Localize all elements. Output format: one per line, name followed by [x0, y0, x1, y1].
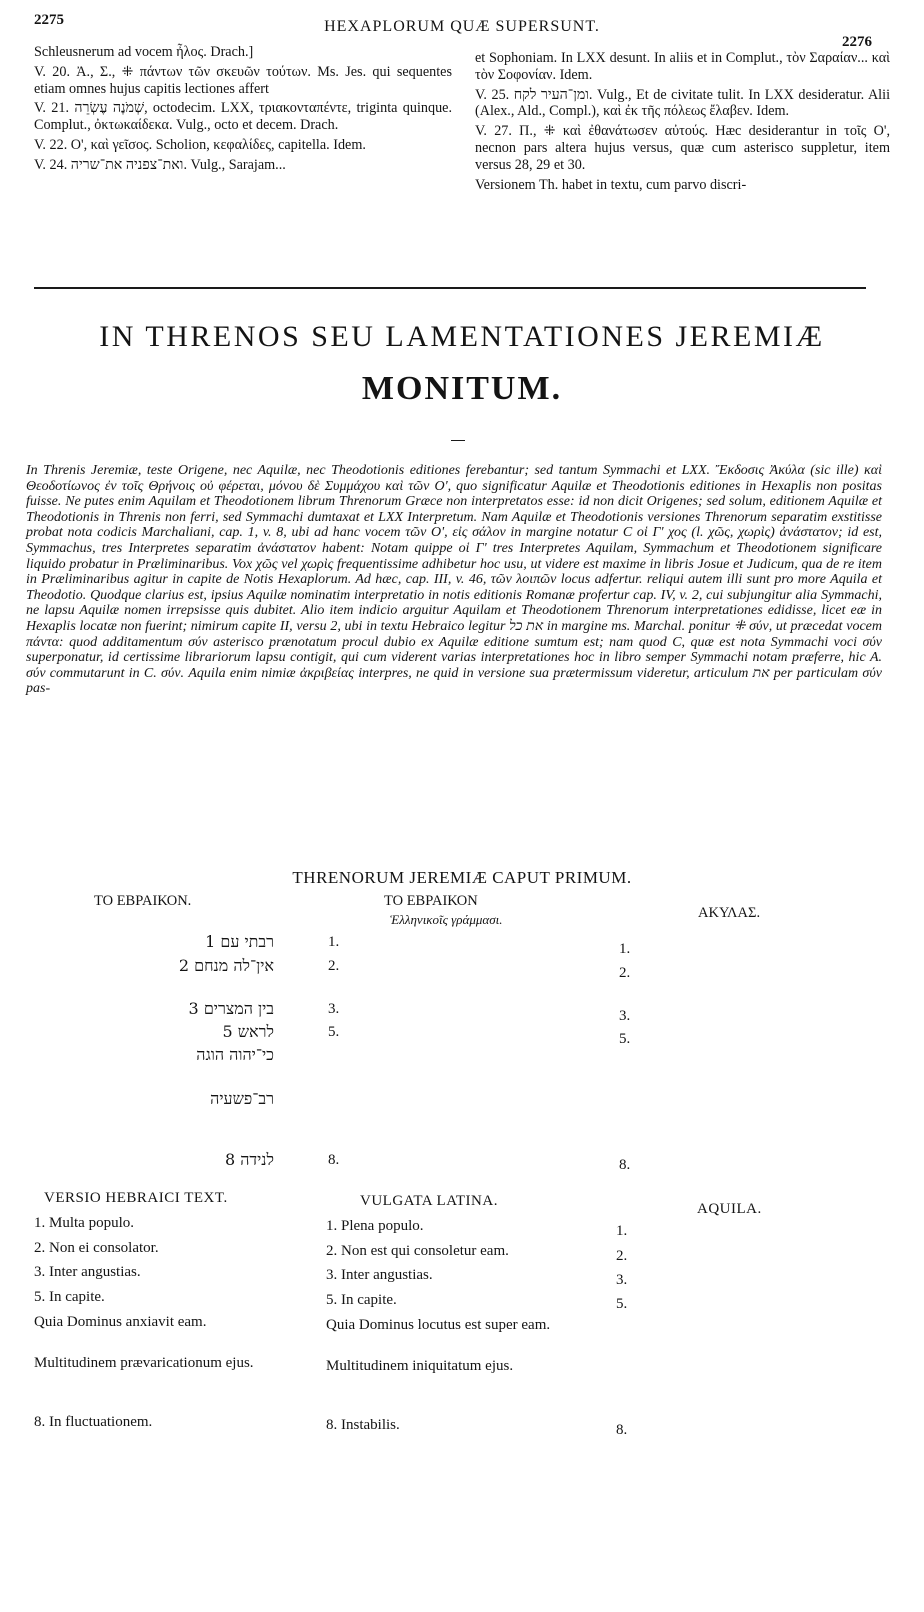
- page-number-right: 2276: [842, 34, 872, 50]
- versio-line: 3. Inter angustias.: [34, 1264, 141, 1280]
- verse-number: 1.: [616, 1223, 628, 1239]
- note-paragraph: Versionem Th. habet in textu, cum parvo discri-: [475, 176, 747, 193]
- verse-number: 3.: [619, 1008, 631, 1024]
- versio-line: Quia Dominus anxiavit eam.: [34, 1314, 207, 1330]
- notes-right-column: [475, 50, 890, 196]
- verse-number: 8.: [619, 1157, 631, 1173]
- verse-number: 5.: [616, 1296, 628, 1312]
- monitum-paragraph: In Threnis Jeremiæ, teste Origene, nec Aquilæ, nec Theodotionis editiones ferebantur; sed tantum Symmachi et LXX. Ἔκδοσις Ἀκύλα (sic ille) καὶ Θεοδοτίωνος ἐν τοῖς Θρήνοις οὐ φέρεται, μόνου δὲ Συμμάχου καὶ τῶν Ο', quo significatur Aquilæ et Theodotionis editiones in Hexaplis non positas fuisse. Ne putes enim Aquilam et Theodotionem librum Threnorum Græce non interpretatos esse: id non dicit Origenes; sed solum, editionem Aquilæ et Theodotionis in Threnis non ferri, sed Symmachi dumtaxat et LXX Interpretum. Nam Aquilæ et Theodotionis versiones Threnorum separatim exstitisse probat nota codicis Marchaliani, cap. 1, v. 8, ubi ad hanc vocem τῶν Ο', εἰς σάλον in margine notatur C οἱ Γ' χος (l. χῶς, χωρὶς) ἀνάστατον; id est, Symmachus, tres Interpretes separatim ἀνάστατον habent: Notam quippe οἱ Γ' tres Interpretes Aquilam, Symmachum et Theodotionem significare liquido probatur in Præliminaribus. Vox χῶς vel χωρὶς frequentissime adhibetur hoc usu, ut videre est maxime in libris Josue et Judicum, qua de re item in Præliminaribus agitur in capite de Notis Hexaplorum. Ad hæc, cap. III, v. 46, τῶν λοιπῶν locus adfertur. reliqui autem illi sunt pro more Aquila et Theodotio. Quodque clarius est, ipsius Aquilæ nominatim interpretatio in notis editionis Romanæ profertur cap. IV, v. 2, cui subjungitur alia Symmachi, ne lapsu Aquilæ nomen irrepsisse quis dubitet. Alio item indicio arguitur Aquilam et Theodotionem Threnorum interpretationes edidisse, licet eæ in Hexaplis locatæ non fuerint; nimirum capite II, versu 2, ubi in textu Hebraico legitur את כל in margine ms. Marchal. ponitur ⁜ σύν, ut præcedat vocem πάντα: quod additamentum σύν asterisco prænotatum procul dubio ex Aquilæ editione sumtum est; nam quod C, quæ est nota Symmachi voci σύν superponatur, id certissime librariorum lapsu contigit, qui cum viderent varias interpretationes hoc in libro semper Symmachi notam præferre, hic A. σύν commutarunt in C. σύν. Aquila enim nimiæ ἀκριβείας interpres, ne quid in versione sua prætermissum videretur, articulum את per particulam σύν pas-: [26, 463, 882, 697]
- verse-number: 3.: [616, 1272, 628, 1288]
- note-paragraph: Schleusnerum ad vocem ἦλος. Drach.]: [34, 44, 254, 60]
- note-paragraph: V. 21. שְׁמֹנֶה עֶשְׂרֵה, octodecim. LXX, τριακονταπέντε, triginta quinque. Complut., ὀκτωκαίδεκα. Vulg., octo et decem. Drach.: [34, 100, 453, 134]
- note-paragraph: et Sophoniam. In LXX desunt. In aliis et in Complut., τὸν Σαραίαν... καὶ τὸν Σοφονίαν. Idem.: [475, 50, 890, 83]
- hebrew-line: בין המצרים 3: [188, 999, 274, 1018]
- verse-number: 1.: [619, 941, 631, 957]
- note-paragraph: V. 25. ומן־העיר לקח. Vulg., Et de civitate tulit. In LXX desideratur. Alii (Alex., Ald., Compl.), καὶ ἐκ τῆς πόλεως ἔλαβεν. Idem.: [475, 86, 891, 120]
- vulgata-line: 2. Non est qui consoletur eam.: [326, 1243, 509, 1259]
- hebrew-line: לראש 5: [222, 1022, 274, 1041]
- versio-line: 5. In capite.: [34, 1289, 105, 1305]
- vulgata-line: 5. In capite.: [326, 1292, 397, 1308]
- note-paragraph: V. 20. Ἀ., Σ., ⁜ πάντων τῶν σκευῶν τούτων. Ms. Jes. qui sequentes etiam omnes hujus capitis lectiones affert: [34, 63, 452, 97]
- verse-number: 3.: [328, 1001, 340, 1017]
- verse-number: 5.: [619, 1031, 631, 1047]
- monitum-heading: MONITUM.: [361, 370, 563, 407]
- section-rule: [34, 287, 866, 289]
- note-paragraph: V. 27. Π., ⁜ καὶ ἐθανάτωσεν αὐτούς. Hæc desiderantur in τοῖς Ο', necnon pars altera hujus versus, quæ cum asterisco suppletur, item versus 28, 29 et 30.: [475, 123, 890, 173]
- verse-number: 2.: [619, 965, 631, 981]
- note-paragraph: V. 22. Ο', καὶ γεῖσος. Scholion, κεφαλίδες, capitella. Idem.: [34, 136, 366, 153]
- notes-left-column: [34, 44, 452, 177]
- vulgata-line: Multitudinem iniquitatum ejus.: [326, 1358, 514, 1374]
- title-dash: [451, 440, 465, 441]
- versio-line: 1. Multa populo.: [34, 1215, 134, 1231]
- col-head-vulgata: VULGATA LATINA.: [360, 1193, 498, 1209]
- vulgata-line: 8. Instabilis.: [326, 1417, 400, 1433]
- book-title: IN THRENOS SEU LAMENTATIONES JEREMIÆ: [99, 320, 825, 353]
- versio-line: 8. In fluctuationem.: [34, 1414, 153, 1430]
- vulgata-line: 1. Plena populo.: [326, 1218, 424, 1234]
- verse-number: 5.: [328, 1024, 340, 1040]
- hebrew-line: כי־יהוה הוגה: [196, 1045, 274, 1064]
- col-head-greek-letters-sub: Ἑλληνικοῖς γράμμασι.: [390, 912, 503, 927]
- col-head-greek-letters: ΤΟ ΕΒΡΑΙΚΟΝ: [384, 893, 478, 909]
- verse-number: 2.: [328, 958, 340, 974]
- hebrew-line: רב־פשעיה: [210, 1089, 274, 1108]
- vulgata-line: Quia Dominus locutus est super eam.: [326, 1317, 551, 1333]
- vulgata-line: 3. Inter angustias.: [326, 1267, 433, 1283]
- running-title: HEXAPLORUM QUÆ SUPERSUNT.: [324, 18, 600, 35]
- col-head-aquila: ΑΚΥΛΑΣ.: [698, 905, 761, 921]
- col-head-hebrew: ΤΟ ΕΒΡΑΙΚΟΝ.: [94, 893, 192, 909]
- verse-number: 8.: [328, 1152, 340, 1168]
- chapter-title: THRENORUM JEREMIÆ CAPUT PRIMUM.: [292, 868, 632, 887]
- verse-number: 1.: [328, 934, 340, 950]
- col-head-versio: VERSIO HEBRAICI TEXT.: [44, 1190, 228, 1206]
- versio-line: Multitudinem prævaricationum ejus.: [34, 1355, 254, 1371]
- note-paragraph: V. 24. את־שריה‎ ‎ואת־צפניה. Vulg., Sarajam...: [34, 156, 286, 173]
- versio-line: 2. Non ei consolator.: [34, 1240, 159, 1256]
- page-number-left: 2275: [34, 12, 64, 28]
- hebrew-line: רבתי עם 1: [205, 932, 274, 951]
- verse-number: 8.: [616, 1422, 628, 1438]
- verse-number: 2.: [616, 1248, 628, 1264]
- col-head-aquila-latin: AQUILA.: [697, 1201, 762, 1217]
- hebrew-line: אין־לה מנחם 2: [178, 956, 274, 975]
- hebrew-line: לנידה 8: [224, 1150, 274, 1169]
